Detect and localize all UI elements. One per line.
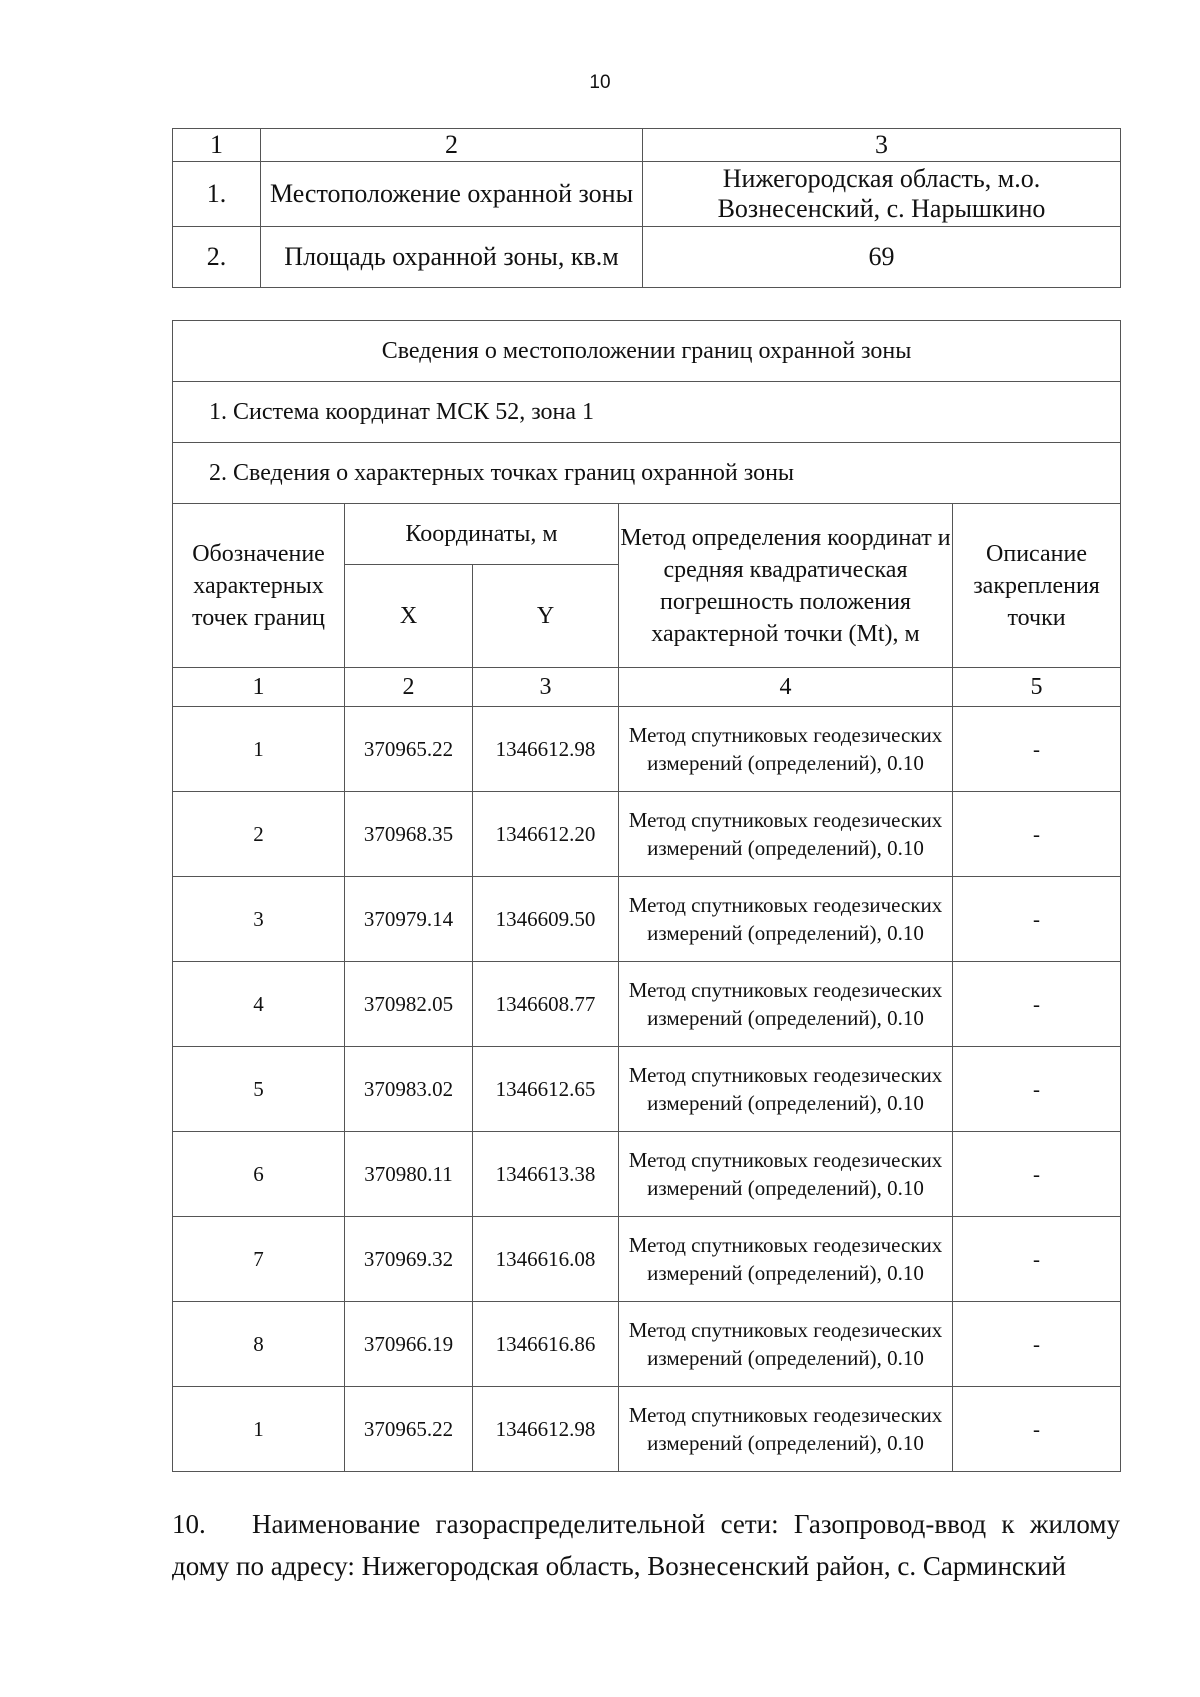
point-method: Метод спутниковых геодезических измерений (определений), 0.10 [619, 1047, 953, 1132]
column-number: 5 [953, 668, 1121, 707]
point-id: 5 [173, 1047, 345, 1132]
row-number: 1. [173, 162, 261, 227]
column-number: 4 [619, 668, 953, 707]
point-description: - [953, 1302, 1121, 1387]
zone-info-table [172, 128, 1121, 288]
point-y: 1346612.98 [473, 707, 619, 792]
table-row [173, 227, 1121, 288]
section-paragraph [172, 1503, 1120, 1587]
header-x: X [345, 565, 473, 668]
point-description: - [953, 1132, 1121, 1217]
point-x: 370966.19 [345, 1302, 473, 1387]
coordinate-system-row [173, 382, 1121, 443]
point-y: 1346613.38 [473, 1132, 619, 1217]
header-method: Метод определения координат и средняя квадратическая погрешность положения характерной точки (Mt), м [619, 504, 953, 668]
paragraph-number: 10. [172, 1509, 206, 1539]
point-method: Метод спутниковых геодезических измерений (определений), 0.10 [619, 1387, 953, 1472]
table-row [173, 1047, 1121, 1132]
coordinate-system: 1. Система координат МСК 52, зона 1 [173, 382, 1121, 443]
point-id: 2 [173, 792, 345, 877]
point-id: 3 [173, 877, 345, 962]
page-number: 10 [589, 72, 611, 93]
point-x: 370983.02 [345, 1047, 473, 1132]
point-id: 8 [173, 1302, 345, 1387]
table-row [173, 1302, 1121, 1387]
point-x: 370969.32 [345, 1217, 473, 1302]
header-description: Описание закрепления точки [953, 504, 1121, 668]
point-x: 370979.14 [345, 877, 473, 962]
header-cell: 1 [173, 129, 261, 162]
point-description: - [953, 962, 1121, 1047]
points-title: 2. Сведения о характерных точках границ охранной зоны [173, 443, 1121, 504]
point-method: Метод спутниковых геодезических измерений (определений), 0.10 [619, 962, 953, 1047]
point-y: 1346612.65 [473, 1047, 619, 1132]
table-row [173, 1217, 1121, 1302]
point-id: 6 [173, 1132, 345, 1217]
point-description: - [953, 792, 1121, 877]
point-description: - [953, 707, 1121, 792]
table-row [173, 1132, 1121, 1217]
table-row [173, 707, 1121, 792]
header-y: Y [473, 565, 619, 668]
point-description: - [953, 1047, 1121, 1132]
point-x: 370965.22 [345, 707, 473, 792]
point-id: 1 [173, 1387, 345, 1472]
point-method: Метод спутниковых геодезических измерений (определений), 0.10 [619, 877, 953, 962]
point-method: Метод спутниковых геодезических измерений (определений), 0.10 [619, 1302, 953, 1387]
point-y: 1346612.20 [473, 792, 619, 877]
column-number-row [173, 668, 1121, 707]
point-description: - [953, 1217, 1121, 1302]
point-description: - [953, 1387, 1121, 1472]
point-method: Метод спутниковых геодезических измерений (определений), 0.10 [619, 792, 953, 877]
point-y: 1346608.77 [473, 962, 619, 1047]
boundary-points-table [172, 320, 1121, 1472]
point-x: 370982.05 [345, 962, 473, 1047]
column-number: 1 [173, 668, 345, 707]
table-row [173, 162, 1121, 227]
point-method: Метод спутниковых геодезических измерений (определений), 0.10 [619, 1132, 953, 1217]
header-coords: Координаты, м [345, 504, 619, 565]
point-method: Метод спутниковых геодезических измерений (определений), 0.10 [619, 707, 953, 792]
table-row [173, 1387, 1121, 1472]
point-id: 7 [173, 1217, 345, 1302]
point-method: Метод спутниковых геодезических измерений (определений), 0.10 [619, 1217, 953, 1302]
row-number: 2. [173, 227, 261, 288]
column-number: 2 [345, 668, 473, 707]
row-label: Местоположение охранной зоны [261, 162, 643, 227]
section-title-row [173, 321, 1121, 382]
point-id: 4 [173, 962, 345, 1047]
table-header-row [173, 129, 1121, 162]
point-y: 1346609.50 [473, 877, 619, 962]
column-number: 3 [473, 668, 619, 707]
point-id: 1 [173, 707, 345, 792]
row-value: Нижегородская область, м.о. Вознесенский, с. Нарышкино [643, 162, 1121, 227]
point-description: - [953, 877, 1121, 962]
section-title: Сведения о местоположении границ охранной зоны [173, 321, 1121, 382]
table-row [173, 962, 1121, 1047]
table-row [173, 792, 1121, 877]
row-label: Площадь охранной зоны, кв.м [261, 227, 643, 288]
header-cell: 2 [261, 129, 643, 162]
table-row [173, 877, 1121, 962]
point-x: 370968.35 [345, 792, 473, 877]
header-designation: Обозначение характерных точек границ [173, 504, 345, 668]
column-header-row [173, 504, 1121, 565]
point-y: 1346616.08 [473, 1217, 619, 1302]
point-y: 1346616.86 [473, 1302, 619, 1387]
point-x: 370980.11 [345, 1132, 473, 1217]
points-title-row [173, 443, 1121, 504]
row-value: 69 [643, 227, 1121, 288]
point-x: 370965.22 [345, 1387, 473, 1472]
header-cell: 3 [643, 129, 1121, 162]
paragraph-text: Наименование газораспределительной сети: Газопровод-ввод к жилому дому по адресу: Нижегородская область, Вознесенский район, с. Сарминский [172, 1509, 1120, 1581]
point-y: 1346612.98 [473, 1387, 619, 1472]
